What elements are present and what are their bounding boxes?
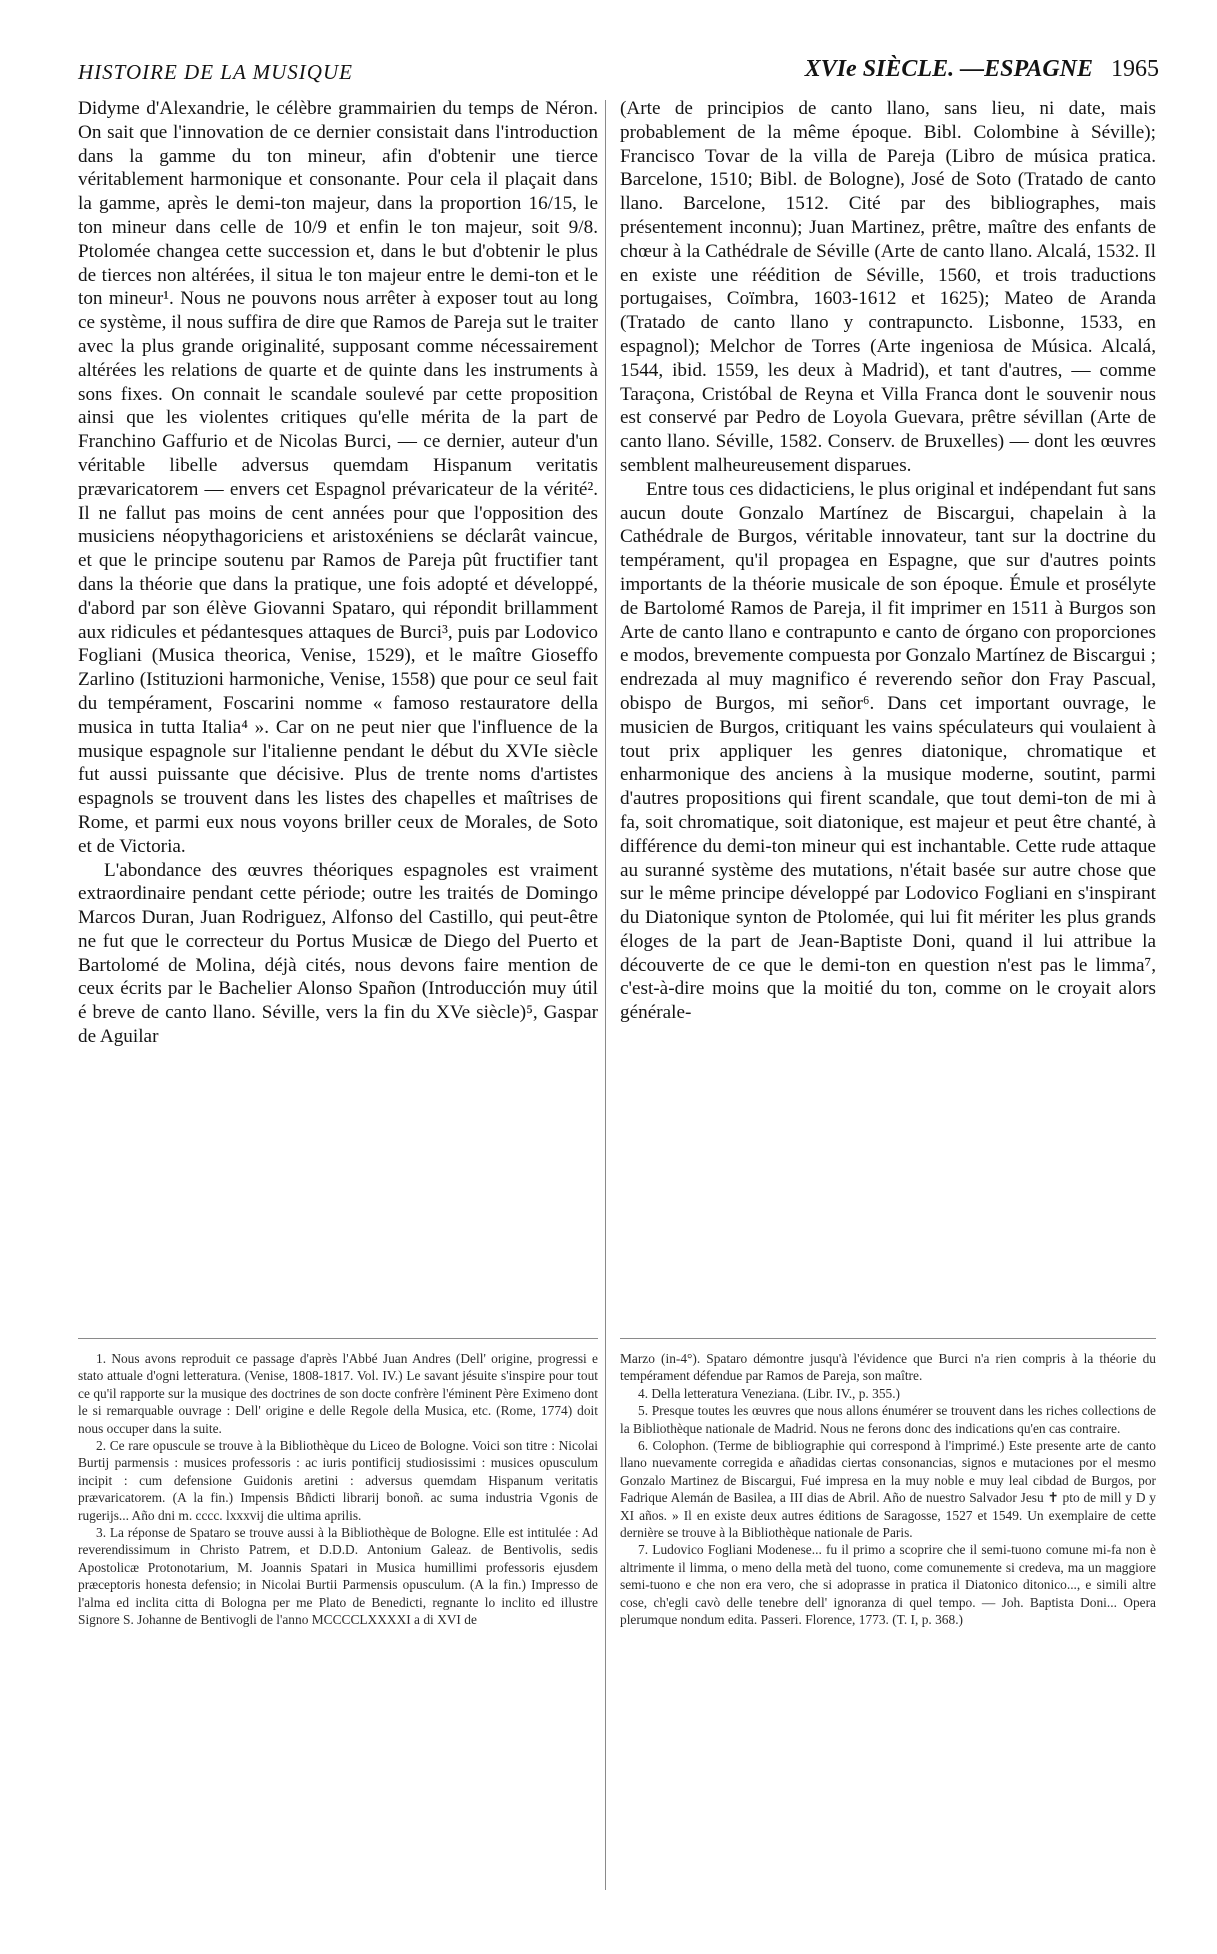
footnote-6: 6. Colophon. (Terme de bibliographie qui correspond à l'imprimé.) Este presente arte de canto llano nuevamente corregida e añadidas ciertas consonancias, signos e mutaciones por el mesmo Gonzalo Martinez de Biscargui, Fué impresa en la muy noble e muy leal cibdad de Burgos, por Fadrique Alemán de Basilea, a III dias de Abril. Año de nuestro Salvador Jesu ✝ pto de mill y D y XI años. » Il en existe deux autres éditions de Saragosse, 1527 et 1549. Un exemplaire de cette dernière se trouve à la Bibliothèque nationale de Paris.: [620, 1438, 1156, 1541]
footnote-rule-left: [78, 1338, 598, 1339]
footnote-3-continued: Marzo (in-4°). Spataro démontre jusqu'à l'évidence que Burci n'a rien compris à la théorie du tempérament défendue par Ramos de Pareja, son maître.: [620, 1351, 1156, 1384]
footnote-4: 4. Della letteratura Veneziana. (Libr. IV., p. 355.): [638, 1385, 901, 1401]
left-paragraph-1: Didyme d'Alexandrie, le célèbre grammairien du temps de Néron. On sait que l'innovation de ce dernier consistait dans l'introduction dans la gamme du ton mineur, afin d'obtenir une tierce véritablement harmonique et consonante. Pour cela il plaçait dans la gamme, après le demi-ton majeur, dans la proportion 16/15, le ton mineur dans celle de 10/9 et enfin le ton majeur, soit 9/8. Ptolomée changea cette succession et, dans le but d'obtenir le plus de tierces non altérées, il situa le ton majeur entre le demi-ton et le ton mineur¹. Nous ne pouvons nous arrêter à exposer tout au long ce système, il nous suffira de dire que Ramos de Pareja sut le traiter avec la plus grande originalité, supposant comme nécessairement altérées les relations de quarte et de quinte dans les instruments à sons fixes. On connait le scandale soulevé par cette proposition ainsi que les violentes critiques qu'elle mérita de la part de Franchino Gaffurio et de Nicolas Burci, — ce dernier, auteur d'un véritable libelle adversus quemdam Hispanum veritatis prævaricatorem — envers cet Espagnol prévaricateur de la vérité². Il ne fallut pas moins de cent années pour que l'opposition des musiciens néopythagoriciens et aristoxéniens se déclarât vaincue, et que le principe soutenu par Ramos de Pareja pût fructifier tant dans la théorie que dans la pratique, une fois adopté et développé, d'abord par son élève Giovanni Spataro, qui répondit brillamment aux ridicules et pédantesques attaques de Burci³, puis par Lodovico Fogliani (Musica theorica, Venise, 1529), et le maître Gioseffo Zarlino (Istituzioni harmoniche, Venise, 1558) que pour ce seul fait du tempérament, Foscarini nomme « famoso restauratore della musica in tutta Italia⁴ ». Car on ne peut nier que l'influence de la musique espagnole sur l'italienne pendant le début du XVIe siècle fut aussi puissante que décisive. Plus de trente noms d'artistes espagnols se trouvent dans les listes des chapelles et maîtrises de Rome, et parmi eux nous voyons briller ceux de Morales, de Soto et de Victoria.: [78, 98, 598, 857]
right-column: [620, 97, 1156, 1025]
footnotes-right: [620, 1350, 1156, 1629]
footnotes-left: [78, 1350, 598, 1629]
footnote-rule-right: [620, 1338, 1156, 1339]
footnote-2: 2. Ce rare opuscule se trouve à la Bibliothèque du Liceo de Bologne. Voici son titre : Nicolai Burtij parmensis : musices professoris : ac iuris pontificij studiosissimi : musices opusculum incipit : cum defensione Guidonis aretini : adversus quemdam Hispanum veritatis prævaricatorem. (A la fin.) Impensis Bñdicti librarij bonoñ. ac suma industria Vgonis de rugerijs... Año dni m. cccc. lxxxvij die ultima aprilis.: [78, 1438, 598, 1523]
left-paragraph-2: L'abondance des œuvres théoriques espagnoles est vraiment extraordinaire pendant cette période; outre les traités de Domingo Marcos Duran, Juan Rodriguez, Alfonso del Castillo, qui peut-être ne fut que le correcteur du Portus Musicæ de Diego del Puerto et Bartolomé de Molina, déjà cités, nous devons faire mention de ceux écrits par le Bachelier Alonso Spañon (Introducción muy útil é breve de canto llano. Séville, vers la fin du XVe siècle)⁵, Gaspar de Aguilar: [78, 859, 598, 1048]
section-title: XVIe SIÈCLE. —ESPAGNE: [804, 56, 1093, 82]
page-number: 1965: [1111, 56, 1159, 82]
right-paragraph-1: (Arte de principios de canto llano, sans lieu, ni date, mais probablement de la même époque. Bibl. Colombine à Séville); Francisco Tovar de la villa de Pareja (Libro de música pratica. Barcelone, 1510; Bibl. de Bologne), José de Soto (Tratado de canto llano. Barcelone, 1512. Cité par des bibliographes, mais présentement inconnu); Juan Martinez, prêtre, maître des enfants de chœur à la Cathédrale de Séville (Arte de canto llano. Alcalá, 1532. Il en existe une réédition de Séville, 1560, et trois traductions portugaises, Coïmbra, 1603-1612 et 1625); Mateo de Aranda (Tratado de canto llano y contrapuncto. Lisbonne, 1533, en espagnol); Melchor de Torres (Arte ingeniosa de Música. Alcalá, 1544, ibid. 1559, les deux à Madrid), et tant d'autres, — comme Taraçona, Cristóbal de Reyna et Villa Franca dont le souvenir nous est conservé par Pedro de Loyola Guevara, prêtre sévillan (Arte de canto llano. Séville, 1582. Conserv. de Bruxelles) — dont les œuvres semblent malheureusement disparues.: [620, 98, 1156, 476]
running-header-section: [805, 56, 1159, 83]
column-divider: [605, 100, 606, 1890]
right-paragraph-2: Entre tous ces didacticiens, le plus original et indépendant fut sans aucun doute Gonzalo Martínez de Biscargui, chapelain à la Cathédrale de Burgos, véritable innovateur, tant sur la doctrine du tempérament, qu'il propagea en Espagne, que sur d'autres points importants de la théorie musicale de son époque. Émule et prosélyte de Bartolomé Ramos de Pareja, il fit imprimer en 1511 à Burgos son Arte de canto llano e contrapunto e canto de órgano con proporciones e modos, brevemente compuesta por Gonzalo Martínez de Biscargui ; endrezada al muy magnifico é reverendo señor don Fray Pascual, obispo de Burgos, mi señor⁶. Dans cet important ouvrage, le musicien de Burgos, critiquant les vains spéculateurs qui voulaient à tout prix appliquer les genres diatonique, chromatique et enharmonique des anciens à la musique moderne, soutint, parmi d'autres propositions qui firent scandale, que tout demi-ton de mi à fa, soit chromatique, soit diatonique, est majeur et peut être chanté, à différence du demi-ton mineur qui est inchantable. Cette rude attaque au suranné système des mutations, n'était basée sur autre chose que sur le même principe développé par Lodovico Fogliani en s'inspirant du Diatonique synton de Ptolomée, qui lui fit mériter les plus grands éloges de la part de Jean-Baptiste Doni, quand il lui attribue la découverte de ce que le demi-ton en question n'est pas le limma⁷, c'est-à-dire moins que la moitié du ton, comme on le croyait alors générale-: [620, 478, 1156, 1024]
footnote-5: 5. Presque toutes les œuvres que nous allons énumérer se trouvent dans les riches collections de la Bibliothèque nationale de Madrid. Nous ne ferons donc des indications qu'en cas contraire.: [620, 1403, 1156, 1436]
footnote-7: 7. Ludovico Fogliani Modenese... fu il primo a scoprire che il semi-tuono comune mi-fa non è altrimente il limma, o meno della metà del tuono, come comunemente si credeva, ma un maggiore semi-tuono e che non era vero, che si adoprasse in pratica il Diatonico ditonico..., e simili altre cose, ch'egli cavò delle tenebre dell' ignoranza di quel tempo. — Joh. Baptista Doni... Opera plerumque nondum edita. Passeri. Florence, 1773. (T. I, p. 368.): [620, 1542, 1156, 1628]
left-column: [78, 97, 598, 1049]
running-header-title: HISTOIRE DE LA MUSIQUE: [78, 60, 353, 84]
footnote-1: 1. Nous avons reproduit ce passage d'après l'Abbé Juan Andres (Dell' origine, progressi e stato attuale d'ogni letteratura. (Venise, 1808-1817. Vol. IV.) Le savant jésuite s'inspire pour tout ce qu'il rapporte sur la musique des doctrines de son docte confrère l'éminent Père Eximeno dont le si remarquable ouvrage : Dell' origine e delle Regole della Musica, etc. (Rome, 1774) doit nous occuper dans la suite.: [78, 1351, 598, 1436]
footnote-3: 3. La réponse de Spataro se trouve aussi à la Bibliothèque de Bologne. Elle est intitulée : Ad reverendissimum in Christo Patrem, et D.D.D. Antonium Galeaz. de Bentivolis, sedis Apostolicæ Protonotarium, M. Joannis Spatari in Musica humillimi professoris ejusdem præceptoris honesta defensio; in Nicolai Burtii Parmensis opusculum. (A la fin.) Impresso de l'alma ed inclita citta di Bologna per me Plato de Benedicti, regnante lo inclito ed illustre Signore S. Johanne de Bentivogli de l'anno MCCCCLXXXXI a di XVI de: [78, 1525, 598, 1628]
